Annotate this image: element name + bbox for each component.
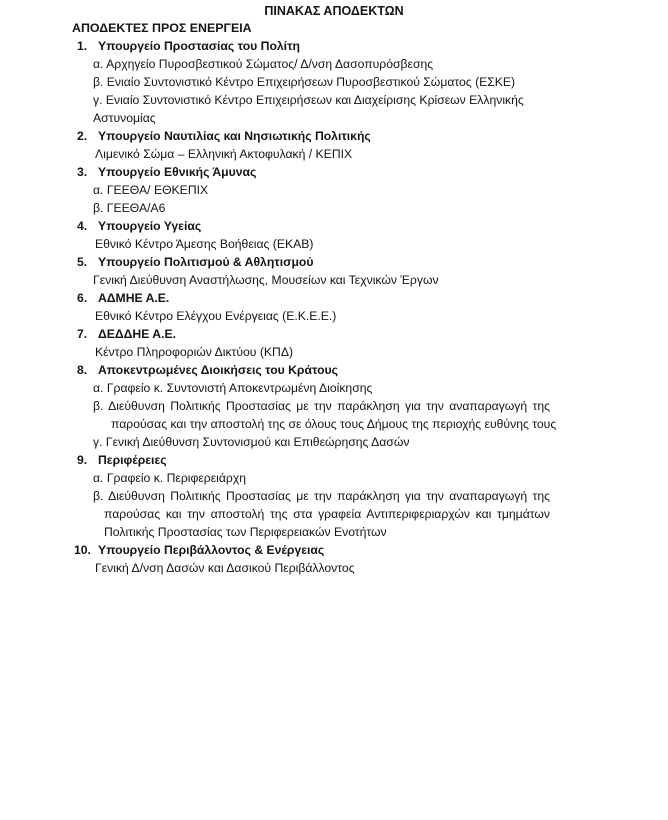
- item-number: 8.: [77, 363, 88, 377]
- sub-item-continuation: παρούσας και την αποστολή της στα γραφεία Αντιπεριφεριαρχών και τμημάτων: [104, 507, 550, 521]
- sub-item: β. ΓΕΕΘΑ/Α6: [93, 201, 166, 215]
- sub-item: γ. Γενική Διεύθυνση Συντονισμού και Επιθεώρησης Δασών: [93, 435, 410, 449]
- item-name: Υπουργείο Προστασίας του Πολίτη: [98, 39, 300, 53]
- item-name: ΔΕΔΔΗΕ Α.Ε.: [98, 327, 176, 341]
- item-name: ΑΔΜΗΕ Α.Ε.: [98, 291, 170, 305]
- sub-item: Γενική Δ/νση Δασών και Δασικού Περιβάλλοντος: [95, 561, 355, 575]
- section-heading-action: ΑΠΟΔΕΚΤΕΣ ΠΡΟΣ ΕΝΕΡΓΕΙΑ: [72, 21, 252, 35]
- item-name: Αποκεντρωμένες Διοικήσεις του Κράτους: [98, 363, 338, 377]
- sub-item: β. Ενιαίο Συντονιστικό Κέντρο Επιχειρήσεων Πυροσβεστικού Σώματος (ΕΣΚΕ): [93, 75, 516, 89]
- sub-item: α. Γραφείο κ. Συντονιστή Αποκεντρωμένη Διοίκησης: [93, 381, 373, 395]
- item-name: Υπουργείο Ναυτιλίας και Νησιωτικής Πολιτικής: [98, 129, 371, 143]
- sub-item: Κέντρο Πληροφοριών Δικτύου (ΚΠΔ): [95, 345, 294, 359]
- item-number: 6.: [77, 291, 88, 305]
- item-number: 5.: [77, 255, 88, 269]
- sub-item-continuation: παρούσας και την αποστολή της σε όλους τους Δήμους της περιοχής ευθύνης τους: [111, 417, 557, 431]
- sub-item: Εθνικό Κέντρο Ελέγχου Ενέργειας (Ε.Κ.Ε.Ε.): [95, 309, 337, 323]
- item-name: Υπουργείο Υγείας: [98, 219, 202, 233]
- item-number: 2.: [77, 129, 88, 143]
- sub-item: α. Γραφείο κ. Περιφερειάρχη: [93, 471, 247, 485]
- item-name: Περιφέρειες: [98, 453, 167, 467]
- sub-item-continuation: Πολιτικής Προστασίας των Περιφερειακών Ενοτήτων: [104, 525, 387, 539]
- sub-item: γ. Ενιαίο Συντονιστικό Κέντρο Επιχειρήσεων και Διαχείρισης Κρίσεων Ελληνικής: [93, 93, 524, 107]
- item-number: 4.: [77, 219, 88, 233]
- sub-item: β. Διεύθυνση Πολιτικής Προστασίας με την παράκληση για την αναπαραγωγή της: [93, 489, 550, 503]
- item-name: Υπουργείο Εθνικής Άμυνας: [98, 165, 257, 179]
- sub-item: α. ΓΕΕΘΑ/ ΕΘΚΕΠΙΧ: [93, 183, 209, 197]
- sub-item: β. Διεύθυνση Πολιτικής Προστασίας με την παράκληση για την αναπαραγωγή της: [93, 399, 550, 413]
- item-number: 1.: [77, 39, 88, 53]
- item-name: Υπουργείο Περιβάλλοντος & Ενέργειας: [98, 543, 325, 557]
- item-number: 3.: [77, 165, 88, 179]
- sub-item: α. Αρχηγείο Πυροσβεστικού Σώματος/ Δ/νση Δασοπυρόσβεσης: [93, 57, 434, 71]
- sub-item: Γενική Διεύθυνση Αναστήλωσης, Μουσείων και Τεχνικών Έργων: [93, 273, 439, 287]
- sub-item: Εθνικό Κέντρο Άμεσης Βοήθειας (ΕΚΑΒ): [95, 237, 314, 251]
- item-name: Υπουργείο Πολιτισμού & Αθλητισμού: [98, 255, 314, 269]
- sub-item: Λιμενικό Σώμα – Ελληνική Ακτοφυλακή / ΚΕΠΙΧ: [95, 147, 353, 161]
- item-number: 10.: [74, 543, 91, 557]
- item-number: 7.: [77, 327, 88, 341]
- document-title: ΠΙΝΑΚΑΣ ΑΠΟΔΕΚΤΩΝ: [264, 4, 404, 18]
- item-number: 9.: [77, 453, 88, 467]
- sub-item: Αστυνομίας: [93, 111, 156, 125]
